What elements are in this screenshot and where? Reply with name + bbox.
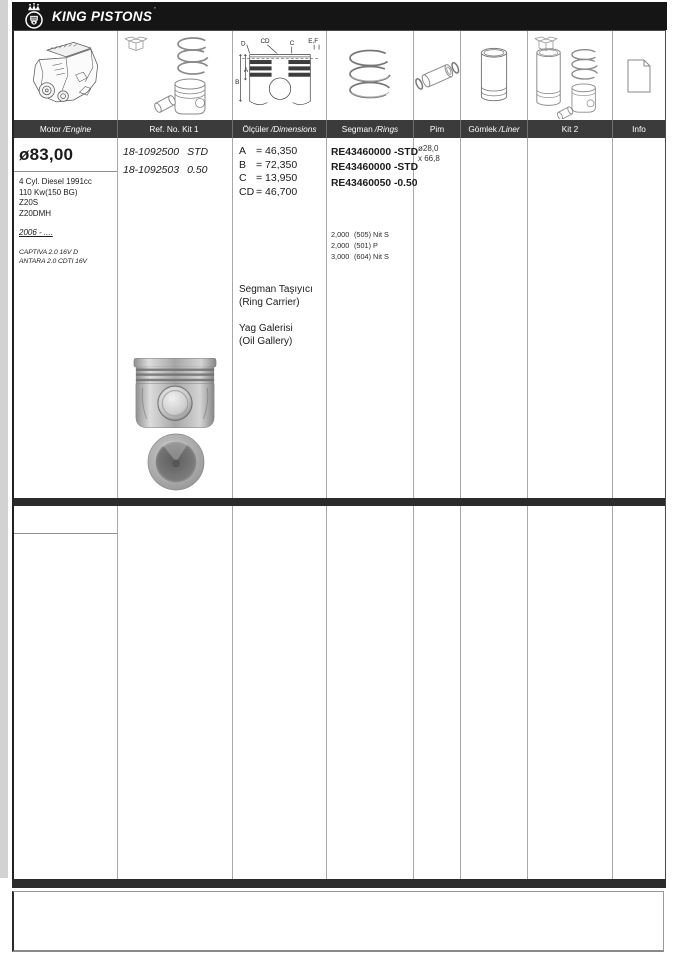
note-line: (Ring Carrier) [239, 297, 300, 308]
diagram-label-b: B [234, 78, 239, 86]
diagram-label-ef: E,F [307, 37, 318, 45]
info-cell-empty [613, 138, 665, 498]
ring-detail [331, 252, 389, 263]
liner-cell-empty [461, 138, 528, 498]
diagram-label-c: C [289, 39, 294, 47]
pin-cell-empty [414, 506, 461, 879]
bore-size: ø83,00 [19, 145, 74, 164]
col-header-motor [14, 120, 118, 138]
dim-value: = 46,700 [256, 185, 298, 198]
engine-description [14, 172, 117, 219]
catalog-table [12, 30, 666, 880]
row-separator-bar [14, 498, 665, 506]
icon-cell-kit2 [528, 31, 613, 120]
col-label: Ref. No. Kit 1 [149, 124, 199, 134]
dimensions-cell-empty [233, 506, 327, 879]
dimension-line [239, 186, 326, 200]
dim-value: = 13,950 [256, 172, 298, 184]
pin-dimensions [414, 138, 460, 164]
reference-number [123, 164, 232, 176]
production-years: 2006 - .... [19, 228, 53, 237]
col-label: Info [632, 124, 646, 134]
dimension-values [233, 138, 326, 199]
col-label: Ölçüler [242, 124, 269, 134]
brand-header [12, 2, 667, 30]
product-row [14, 138, 665, 498]
dim-label: B [239, 158, 247, 171]
piston-pin-icon [414, 55, 460, 97]
col-header-info [613, 120, 665, 138]
info-cell-empty [613, 506, 665, 879]
ring-reference-numbers [327, 138, 419, 191]
note-line: Segman Taşıyıcı [239, 284, 313, 295]
kit2-cell-empty [528, 138, 613, 498]
brand-trademark: ’ [154, 7, 156, 14]
col-header-liner [461, 120, 528, 138]
col-header-dimensions [233, 120, 327, 138]
icon-cell-info [613, 31, 665, 120]
king-pistons-logo-icon [21, 3, 47, 30]
cylinder-liner-icon [477, 46, 511, 106]
piston-dimension-diagram [234, 35, 326, 117]
piston-side-photo [131, 358, 219, 429]
vehicle-models [19, 249, 117, 266]
col-sublabel: /Dimensions [270, 124, 317, 134]
reference-number [123, 146, 232, 158]
info-document-icon [625, 58, 653, 94]
ref-suffix: STD [187, 146, 209, 158]
ring-type: (505) Nit S [354, 230, 389, 239]
dimension-line [239, 145, 326, 159]
icon-cell-engine [14, 31, 118, 120]
ref-no-cell-empty [118, 506, 233, 879]
model-line: ANTARA 2.0 CDTI 16V [19, 257, 87, 265]
piston-top-photo [144, 432, 208, 492]
engine-line: 4 Cyl. Diesel 1991cc [19, 177, 92, 186]
ring-type: (604) Nit S [354, 251, 389, 261]
diagram-label-cd: CD [259, 37, 270, 45]
engine-line: 110 Kw(150 BG) [19, 187, 78, 197]
pin-length: x 66,8 [418, 154, 440, 163]
liner-cell-empty [461, 506, 528, 879]
engine-drawing-icon [18, 36, 114, 116]
icon-cell-liner [461, 31, 528, 120]
col-label: Kit 2 [561, 124, 579, 134]
col-sublabel: /Rings [374, 124, 399, 134]
bore-section-empty [14, 506, 117, 534]
carton-box-icon [124, 34, 148, 52]
ring-detail [331, 230, 389, 241]
dimension-line [239, 172, 326, 186]
dimension-notes [239, 283, 313, 348]
dim-value: = 46,350 [256, 145, 298, 157]
col-sublabel: /Engine [63, 124, 92, 134]
engine-line: Z20DMH [19, 208, 52, 218]
ref-no-cell [118, 138, 233, 498]
col-sublabel: /Liner [498, 124, 520, 134]
ring-thickness: 3,000 [331, 251, 350, 261]
dim-label: C [239, 172, 247, 184]
engine-line: Z20S [19, 198, 39, 207]
col-label: Motor [39, 124, 62, 134]
ring-thickness: 2,000 [331, 240, 350, 250]
col-label: Segman [341, 124, 373, 134]
col-label: Gömlek [468, 124, 497, 134]
note-line: Yag Galerisi [239, 323, 293, 334]
ring-ref: RE43460050 -0.50 [331, 177, 418, 189]
ring-type: (501) P [354, 240, 378, 250]
icon-cell-kit1 [118, 31, 233, 120]
col-header-kit2 [528, 120, 613, 138]
ring-ref: RE43460000 -STD [331, 147, 419, 158]
model-line: CAPTIVA 2.0 16V D [19, 249, 78, 256]
piston-rings-pin-kit-icon [153, 34, 219, 118]
reference-numbers [118, 138, 232, 176]
col-header-ref-no [118, 120, 233, 138]
icon-cell-pin [414, 31, 461, 120]
motor-cell-empty [14, 506, 118, 879]
ref-number: 18-1092500 [123, 146, 180, 158]
motor-cell [14, 138, 118, 498]
ring-ref: RE43460000 -STD [331, 162, 419, 174]
col-header-pin [414, 120, 461, 138]
diagram-label-d: D [240, 40, 246, 48]
pin-cell [414, 138, 461, 498]
icon-row [14, 31, 665, 120]
empty-product-row [14, 506, 665, 879]
dim-label: A [239, 145, 247, 157]
carton-box-icon [534, 34, 558, 52]
ref-number: 18-1092503 [123, 164, 180, 176]
note-line: (Oil Gallery) [239, 336, 293, 347]
rings-cell [327, 138, 419, 498]
ring-detail-rows [331, 230, 389, 262]
dim-label: CD [239, 185, 255, 198]
scan-edge-strip [0, 0, 8, 878]
footer-notes-box [12, 891, 664, 952]
piston-rings-icon [341, 45, 399, 107]
brand-name: KING PISTONS [52, 8, 153, 24]
bore-section [14, 138, 117, 172]
dimensions-cell [233, 138, 327, 498]
ring-detail [331, 241, 389, 252]
rings-cell-empty [327, 506, 414, 879]
col-header-rings [327, 120, 414, 138]
dimension-line [239, 159, 326, 173]
column-header-row [14, 120, 665, 138]
ring-thickness: 2,000 [331, 230, 350, 239]
icon-cell-rings [327, 31, 414, 120]
icon-cell-dimensions [233, 31, 327, 120]
dim-value: = 72,350 [256, 158, 298, 171]
ref-suffix: 0.50 [187, 164, 208, 176]
diagram-label-a: A [243, 66, 248, 74]
col-label: Pim [429, 124, 445, 134]
kit2-cell-empty [528, 506, 613, 879]
pin-diameter: ø28,0 [418, 144, 439, 153]
table-bottom-bar [12, 879, 666, 888]
